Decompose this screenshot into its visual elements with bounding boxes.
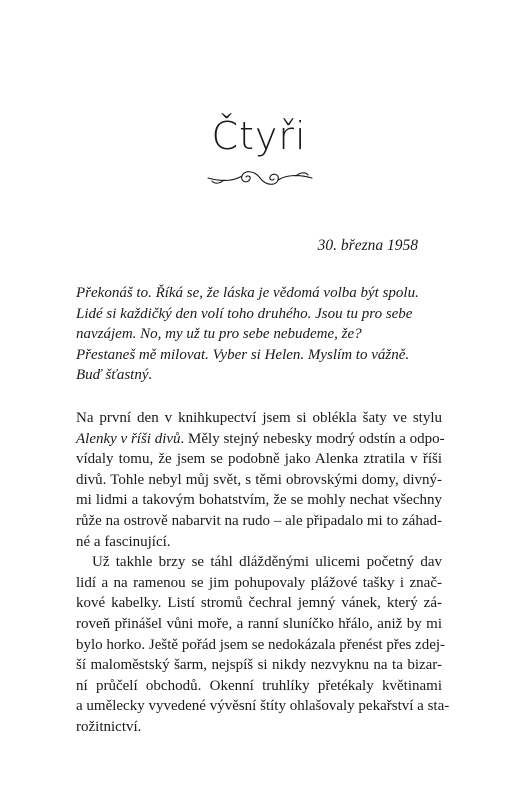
book-title-italic: Alenky v říši divů bbox=[76, 430, 181, 447]
paragraph-1 bbox=[76, 408, 445, 552]
text-line: vídaly tomu, že jsem se podobně jako Alenka ztratila v říši bbox=[76, 451, 442, 468]
text-line bbox=[76, 429, 445, 450]
text-line: mi lidmi a takovým bohatstvím, že se mohly nechat všechny bbox=[76, 492, 442, 509]
text-line: bylo horko. Ještě pořád jsem se nedokázala přenést přes zdej- bbox=[76, 636, 446, 653]
text-line: kové kabelky. Listí stromů čechral jemný vánek, který zá- bbox=[76, 595, 442, 612]
text-line: lidí a na ramenou se jim pohupovaly plážové tašky i znač- bbox=[76, 574, 442, 591]
text-line: růže na ostrově nabarvit na rudo – ale připadalo mi to záhad- bbox=[76, 512, 442, 529]
epigraph-line: Lidé si každičký den volí toho druhého. Jsou tu pro sebe bbox=[76, 305, 413, 322]
text-line: Už takhle brzy se táhl dlážděnými ulicemi početný dav bbox=[92, 554, 442, 571]
flourish-ornament-icon bbox=[204, 166, 316, 190]
epigraph-line: Přestaneš mě milovat. Vyber si Helen. Myslím to vážně. bbox=[76, 346, 410, 363]
text-line: né a fascinující. bbox=[76, 533, 171, 550]
epigraph-line: Překonáš to. Říká se, že láska je vědomá volba být spolu. bbox=[76, 285, 419, 301]
chapter-title: Čtyři bbox=[211, 114, 307, 158]
text-line: rožitnictví. bbox=[76, 718, 142, 735]
text-line: a umělecky vyvedené vývěsní štíty ohlašovaly pekařství a sta- bbox=[76, 698, 450, 715]
paragraph-2 bbox=[76, 552, 450, 737]
text-fragment: . Měly stejný nebesky modrý odstín a odpo- bbox=[180, 430, 445, 447]
text-line: roveň přinášel vůni moře, a ranní sluníčko hřálo, aniž by mi bbox=[76, 615, 442, 632]
text-line: ší maloměstský šarm, nejspíš si nikdy nezvyknu na ta bizar- bbox=[76, 657, 442, 674]
epigraph-line: Buď šťastný. bbox=[76, 367, 153, 384]
body-text bbox=[76, 408, 450, 738]
text-line: ní průčelí obchodů. Okenní truhlíky přetékaly květinami bbox=[76, 677, 442, 694]
epigraph-date: 30. března 1958 bbox=[317, 237, 418, 254]
epigraph bbox=[76, 283, 446, 386]
epigraph-line: navzájem. No, my už tu pro sebe nebudeme, že? bbox=[76, 326, 362, 343]
text-line: divů. Tohle nebyl můj svět, s těmi obrovskými domy, divný- bbox=[76, 471, 442, 488]
text-line: Na první den v knihkupectví jsem si oblékla šaty ve stylu bbox=[76, 410, 442, 426]
